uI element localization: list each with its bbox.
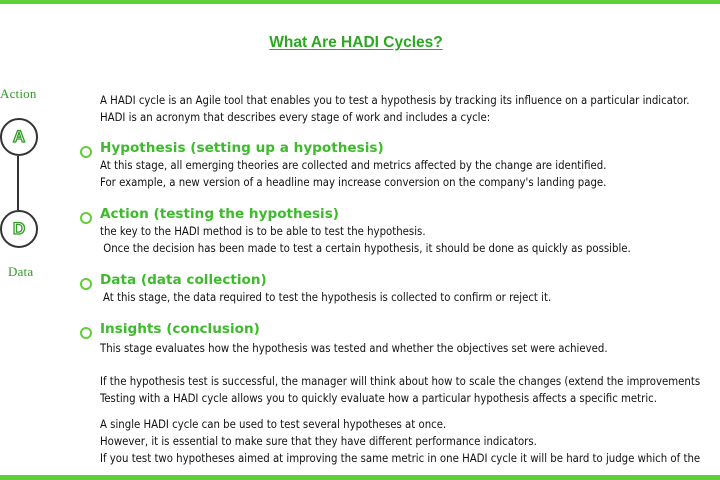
body-line: For example, a new version of a headline may increase conversion on the company's landing page. [100, 176, 607, 189]
body-line: Once the decision has been made to test a certain hypothesis, it should be done as quickly as possible. [100, 242, 631, 255]
section-body-insights [100, 340, 608, 357]
intro-paragraph [100, 92, 690, 126]
paragraph-line: If you test two hypotheses aimed at improving the same metric in one HADI cycle it will be hard to judge which of the [100, 452, 701, 465]
bullet-circle-icon [80, 212, 92, 224]
bullet-circle-icon [80, 146, 92, 158]
paragraph-line: However, it is essential to make sure that they have different performance indicators. [100, 435, 537, 448]
body-line: the key to the HADI method is to be able to test the hypothesis. [100, 225, 426, 238]
body-line: At this stage, all emerging theories are collected and metrics affected by the change are identified. [100, 159, 607, 172]
bullet-circle-icon [80, 278, 92, 290]
intro-line: A HADI cycle is an Agile tool that enables you to test a hypothesis by tracking its influence on a particular indicator. [100, 94, 690, 107]
paragraph-line: If the hypothesis test is successful, the manager will think about how to scale the changes (extend the improvements [100, 375, 701, 388]
side-label-action: Action [0, 86, 37, 101]
body-line: This stage evaluates how the hypothesis was tested and whether the objectives set were achieved. [100, 342, 608, 355]
closing-paragraph-2 [100, 416, 700, 467]
side-label-data: Data [8, 264, 34, 279]
intro-line: HADI is an acronym that describes every stage of work and includes a cycle: [100, 111, 491, 124]
bottom-accent-bar [0, 475, 720, 480]
section-heading-action: Action (testing the hypothesis) [100, 206, 339, 222]
section-body-action [100, 223, 631, 257]
body-line: At this stage, the data required to test the hypothesis is collected to confirm or reject it. [103, 291, 552, 304]
section-heading-data: Data (data collection) [100, 272, 267, 288]
section-heading-insights: Insights (conclusion) [100, 321, 260, 337]
closing-paragraph-1 [100, 373, 700, 407]
stage-a-circle-icon: A [0, 118, 38, 156]
top-accent-bar [0, 0, 720, 4]
section-body-hypothesis [100, 157, 606, 191]
section-heading-hypothesis: Hypothesis (setting up a hypothesis) [100, 140, 384, 156]
paragraph-line: Testing with a HADI cycle allows you to quickly evaluate how a particular hypothesis affects a specific metric. [100, 392, 657, 405]
page-title: What Are HADI Cycles? [269, 34, 443, 51]
paragraph-line: A single HADI cycle can be used to test several hypotheses at once. [100, 418, 447, 431]
section-body-data [103, 289, 551, 306]
cycle-connector-line [17, 156, 19, 210]
bullet-circle-icon [80, 327, 92, 339]
stage-d-circle-icon: D [0, 210, 38, 248]
